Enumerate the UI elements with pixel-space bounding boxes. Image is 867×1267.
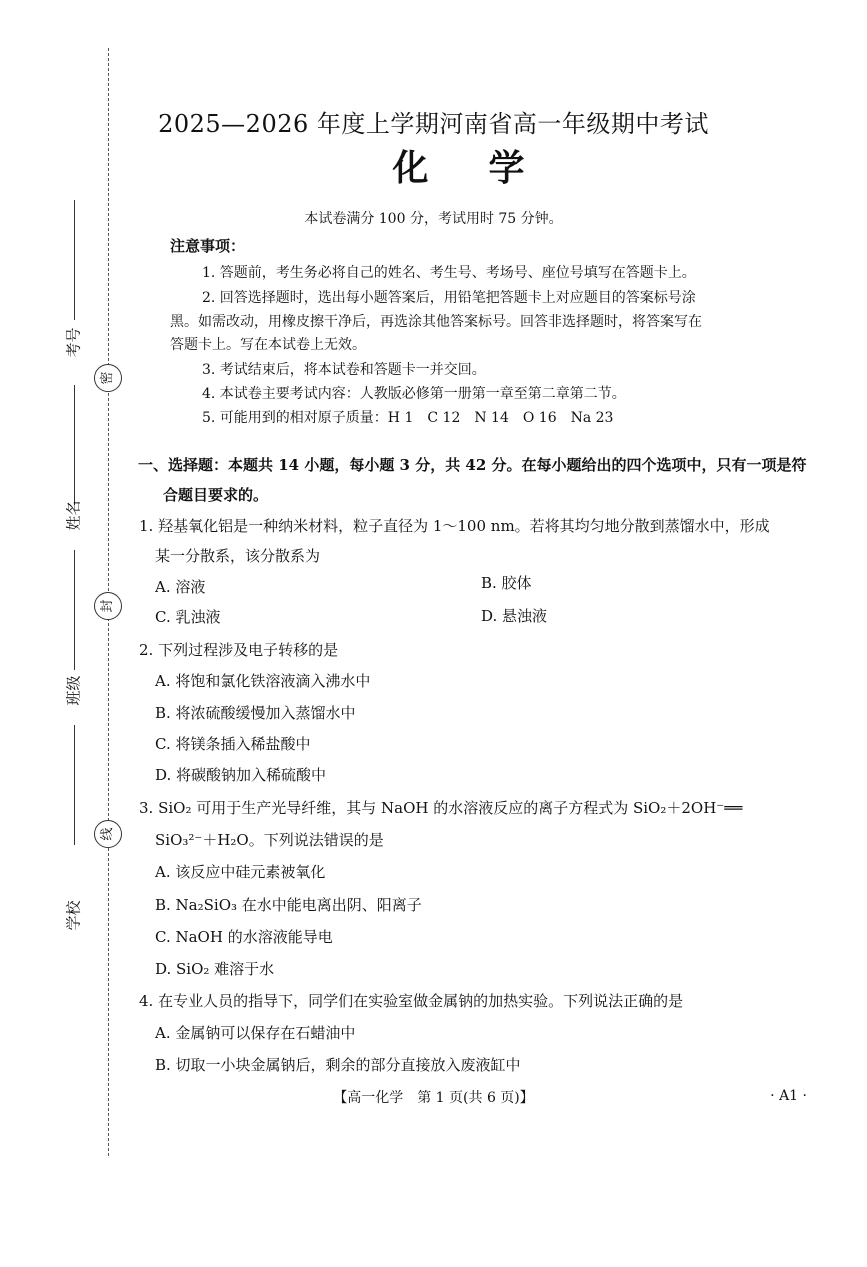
q3-stem-cont: SiO₃²⁻＋H₂O。下列说法错误的是 — [155, 831, 384, 849]
note-line: 答题卡上。写在本试卷上无效。 — [170, 337, 366, 353]
school-blank — [74, 725, 75, 845]
q3-stem: 3. SiO₂ 可用于生产光导纤维，其与 NaOH 的水溶液反应的离子方程式为 SiO₂＋2OH⁻══ — [139, 799, 743, 817]
seal-mi: 密 — [94, 364, 122, 392]
q3-option-b: B. Na₂SiO₃ 在水中能电离出阴、阳离子 — [155, 896, 422, 914]
q3-option-c: C. NaOH 的水溶液能导电 — [155, 928, 333, 946]
q2-option-b: B. 将浓硫酸缓慢加入蒸馏水中 — [155, 704, 356, 722]
note-line: 1. 答题前，考生务必将自己的姓名、考生号、考场号、座位号填写在答题卡上。 — [202, 265, 696, 281]
note-line: 5. 可能用到的相对原子质量：H 1 C 12 N 14 O 16 Na 23 — [202, 410, 614, 426]
exam-title: 2025—2026 年度上学期河南省高一年级期中考试 — [158, 110, 709, 138]
q1-option-a: A. 溶液 — [155, 578, 206, 596]
q2-stem: 2. 下列过程涉及电子转移的是 — [139, 641, 339, 659]
q1-option-d: D. 悬浊液 — [481, 607, 548, 625]
label-school: 学校 — [64, 900, 83, 931]
seal-feng: 封 — [94, 592, 122, 620]
label-name: 姓名 — [64, 500, 83, 531]
label-exam-number: 考号 — [64, 327, 83, 358]
q4-option-a: A. 金属钠可以保存在石蜡油中 — [155, 1024, 356, 1042]
note-line: 2. 回答选择题时，选出每小题答案后，用铅笔把答题卡上对应题目的答案标号涂 — [202, 290, 696, 306]
q3-option-d: D. SiO₂ 难溶于水 — [155, 960, 275, 978]
class-blank — [74, 550, 75, 670]
note-line: 3. 考试结束后，将本试卷和答题卡一并交回。 — [202, 362, 486, 378]
section-heading: 一、选择题：本题共 14 小题，每小题 3 分，共 42 分。在每小题给出的四个选项中，只有一项是符 — [138, 456, 807, 474]
q2-option-a: A. 将饱和氯化铁溶液滴入沸水中 — [155, 672, 371, 690]
q4-stem: 4. 在专业人员的指导下，同学们在实验室做金属钠的加热实验。下列说法正确的是 — [139, 992, 684, 1010]
note-line: 4. 本试卷主要考试内容：人教版必修第一册第一章至第二章第二节。 — [202, 386, 626, 402]
q1-stem-cont: 某一分散系，该分散系为 — [155, 547, 321, 565]
q2-option-d: D. 将碳酸钠加入稀硫酸中 — [155, 766, 327, 784]
notes-heading: 注意事项： — [170, 237, 246, 255]
name-blank — [74, 385, 75, 505]
exam-subject: 化学 — [392, 147, 585, 189]
q1-stem: 1. 羟基氧化铝是一种纳米材料，粒子直径为 1～100 nm。若将其均匀地分散到蒸馏水中，形成 — [139, 517, 770, 535]
seal-xian: 线 — [94, 820, 122, 848]
section-heading-cont: 合题目要求的。 — [163, 486, 269, 504]
exam-intro: 本试卷满分 100 分，考试用时 75 分钟。 — [304, 211, 563, 227]
label-class: 班级 — [64, 675, 83, 706]
q2-option-c: C. 将镁条插入稀盐酸中 — [155, 735, 311, 753]
q1-option-b: B. 胶体 — [481, 574, 532, 592]
q1-option-c: C. 乳浊液 — [155, 608, 221, 626]
page-footer: 【高一化学 第 1 页(共 6 页)】 — [333, 1090, 534, 1106]
q4-option-b: B. 切取一小块金属钠后，剩余的部分直接放入废液缸中 — [155, 1056, 521, 1074]
paper-code: · A1 · — [770, 1088, 807, 1104]
q3-option-a: A. 该反应中硅元素被氧化 — [155, 863, 326, 881]
note-line: 黑。如需改动，用橡皮擦干净后，再选涂其他答案标号。回答非选择题时，将答案写在 — [170, 314, 702, 330]
